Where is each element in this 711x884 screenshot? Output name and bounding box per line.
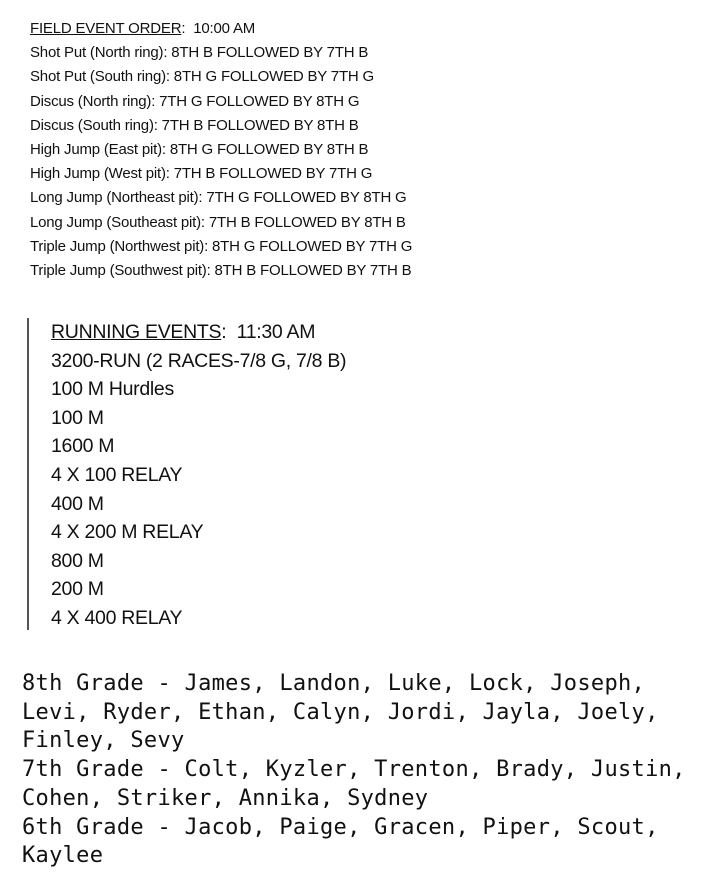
roster-line: Cohen, Striker, Annika, Sydney [22,785,429,811]
roster-line: Finley, Sevy [22,728,185,754]
running-event-item: 400 M [51,492,104,515]
running-events-heading-colon: : [221,321,227,343]
field-event-item: Long Jump (Southeast pit): 7TH B FOLLOWED BY 8TH B [30,213,406,231]
running-event-item: 4 X 400 RELAY [51,606,183,629]
grade-roster-section [22,670,702,871]
running-events-section [27,318,527,630]
roster-line: Levi, Ryder, Ethan, Calyn, Jordi, Jayla, Joely, [22,699,659,725]
running-event-item: 100 M [51,406,104,429]
running-event-item: 800 M [51,549,104,572]
running-events-heading-line [51,318,527,347]
field-event-item: Long Jump (Northeast pit): 7TH G FOLLOWED BY 8TH G [30,189,407,207]
running-event-item: 100 M Hurdles [51,378,174,401]
running-event-item: 4 X 100 RELAY [51,463,183,486]
field-event-heading-colon: : [181,20,186,37]
running-event-item: 200 M [51,578,104,601]
running-events-time: 11:30 AM [236,321,316,343]
field-event-item: High Jump (West pit): 7TH B FOLLOWED BY 7TH G [30,165,373,183]
roster-line: 8th Grade - James, Landon, Luke, Lock, Joseph, [22,671,646,696]
field-event-item: Triple Jump (Southwest pit): 8TH B FOLLOWED BY 7TH B [30,262,412,280]
field-event-heading: FIELD EVENT ORDER [30,20,182,37]
running-event-item: 4 X 200 M RELAY [51,521,204,544]
field-event-order-section [30,17,690,283]
roster-line: 7th Grade - Colt, Kyzler, Trenton, Brady, Justin, [22,757,686,783]
field-event-item: Discus (North ring): 7TH G FOLLOWED BY 8TH G [30,92,360,110]
field-event-item: Shot Put (South ring): 8TH G FOLLOWED BY 7TH G [30,68,374,86]
field-event-item: Shot Put (North ring): 8TH B FOLLOWED BY 7TH B [30,44,369,62]
running-event-item: 3200-RUN (2 RACES-7/8 G, 7/8 B) [51,349,347,372]
field-event-item: Triple Jump (Northwest pit): 8TH G FOLLOWED BY 7TH G [30,237,413,255]
running-event-item: 1600 M [51,435,115,458]
running-events-heading: RUNNING EVENTS [51,321,222,343]
roster-line: Kaylee [22,843,104,869]
field-event-item: High Jump (East pit): 8TH G FOLLOWED BY 8TH B [30,141,369,159]
roster-line: 6th Grade - Jacob, Paige, Gracen, Piper, Scout, [22,814,659,840]
field-event-heading-line [30,17,690,41]
field-event-item: Discus (South ring): 7TH B FOLLOWED BY 8TH B [30,116,359,134]
field-event-time: 10:00 AM [193,20,256,37]
